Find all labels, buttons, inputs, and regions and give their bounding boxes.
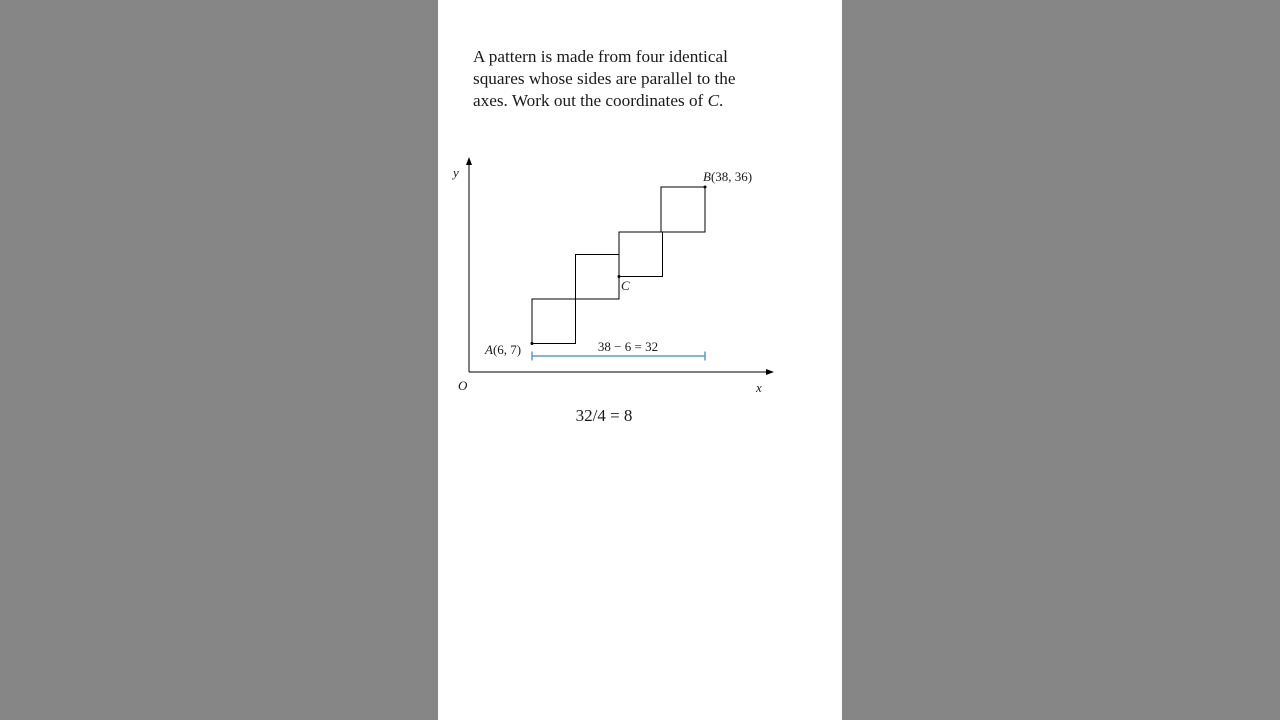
origin-label: O xyxy=(458,378,468,393)
square-4 xyxy=(661,187,705,232)
y-axis-arrowhead xyxy=(466,157,472,165)
question-point-label: C xyxy=(707,91,720,110)
division-working: 32/4 = 8 xyxy=(575,406,633,425)
worksheet-page xyxy=(438,0,842,720)
point-b-label xyxy=(703,169,752,184)
point-b-coords: (38, 36) xyxy=(710,169,753,184)
x-axis-label: x xyxy=(756,380,762,395)
square-1 xyxy=(532,299,576,344)
point-b xyxy=(704,186,707,189)
question-text-after: . xyxy=(719,91,724,110)
point-a xyxy=(531,342,534,345)
width-calculation: 38 − 6 = 32 xyxy=(597,339,659,354)
point-b-name: B xyxy=(703,169,711,184)
point-a-name: A xyxy=(485,342,493,357)
squares-diagram xyxy=(438,0,842,400)
y-axis-label: y xyxy=(453,165,459,180)
square-3 xyxy=(619,232,663,277)
question-text-before: A pattern is made from four identical squares whose sides are parallel to the axes. Work out the coordinates of xyxy=(473,47,736,110)
x-axis-arrowhead xyxy=(766,369,774,375)
point-c-label: C xyxy=(621,278,630,293)
square-2 xyxy=(576,255,620,300)
point-a-label xyxy=(484,342,521,357)
point-a-coords: (6, 7) xyxy=(492,342,522,357)
